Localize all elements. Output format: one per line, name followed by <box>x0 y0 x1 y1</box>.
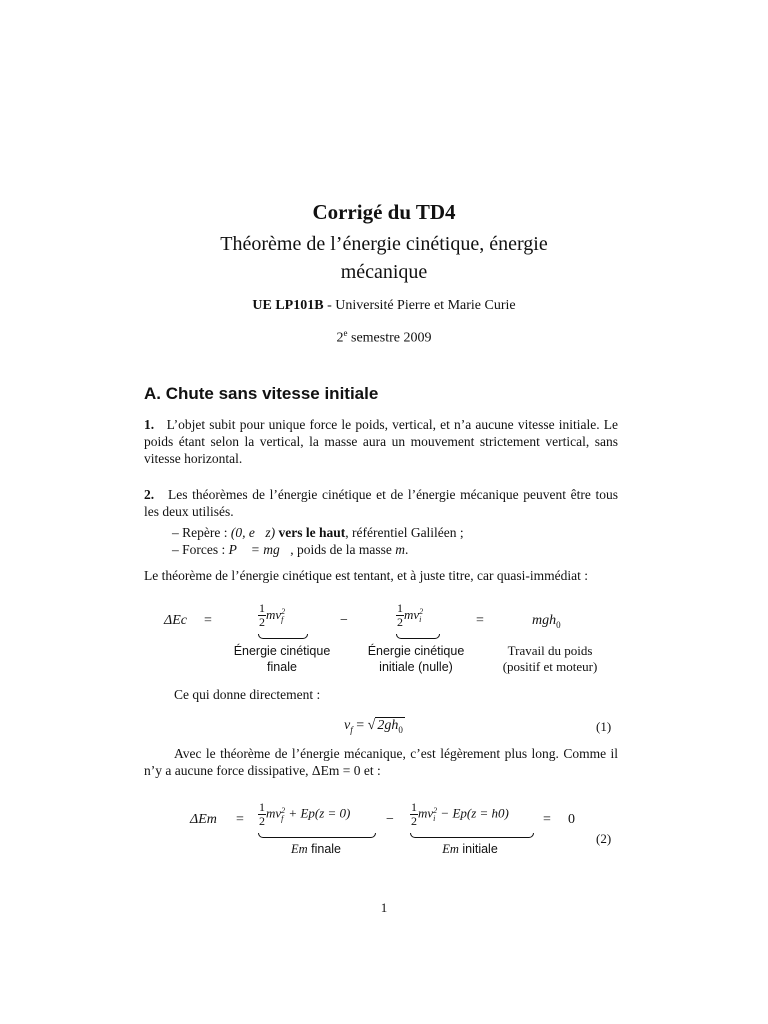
eq-a-equals-2: = <box>476 613 484 628</box>
question-2-number: 2. <box>144 487 155 502</box>
fraction-numerator: 1 <box>259 800 265 814</box>
question-2 <box>144 486 618 520</box>
eq2-term-initial <box>410 801 509 828</box>
fraction-denominator: 2 <box>411 814 417 828</box>
eq1-equals: = √ <box>352 718 376 733</box>
question-1-number: 1. <box>144 417 155 432</box>
fraction-numerator: 1 <box>397 601 403 615</box>
eq-a-term-final <box>258 602 285 629</box>
label-work <box>488 643 612 675</box>
page-title: Corrigé du TD4 <box>312 200 456 224</box>
item-2-m: m <box>395 542 405 557</box>
equation-1 <box>344 718 405 735</box>
underbrace-em-initial <box>410 833 534 838</box>
question-2-text: Les théorèmes de l’énergie cinétique et de l’énergie mécanique peuvent être tous les deux utilisés. <box>144 487 619 519</box>
eq2-term-final <box>258 801 350 828</box>
semester-superscript: e <box>343 328 348 338</box>
course-info <box>0 298 768 314</box>
label-1-line-2: finale <box>267 660 297 674</box>
page-number: 1 <box>380 900 388 915</box>
eq-a-lhs: ΔEc <box>164 613 187 628</box>
question-1 <box>144 416 618 467</box>
mechanical-paragraph: Avec le théorème de l’énergie mécanique, c’est légèrement plus long. Comme il n’y a aucune force dissipative, ΔEm = 0 et : <box>144 746 618 778</box>
underbrace-initial <box>396 634 440 639</box>
fraction-numerator: 1 <box>411 800 417 814</box>
list-item-forces <box>172 542 408 558</box>
eq2-equals: = <box>236 812 244 827</box>
fraction-denominator: 2 <box>397 615 403 629</box>
item-1-bold: vers le haut <box>275 525 346 540</box>
course-code: UE LP101B <box>252 298 324 313</box>
label-3-line-2: (positif et moteur) <box>502 659 598 674</box>
item-2-rest: , poids de la masse <box>290 542 396 557</box>
item-1-math: (0, e⃗z) <box>230 525 276 540</box>
label-final-energy <box>222 643 342 675</box>
eq-a-term1-sub: f <box>281 614 284 624</box>
eq-a-term1-sup: 2 <box>281 606 286 616</box>
eq-a-term1: mv <box>266 607 282 623</box>
eq-a-equals: = <box>204 613 212 628</box>
eq-a-rhs <box>532 613 561 630</box>
eq-a-fraction-2 <box>396 602 404 629</box>
underbrace-em-final <box>258 833 376 838</box>
eq2-lhs: ΔEm <box>190 812 217 827</box>
item-2-math: P⃗ = mg⃗ <box>228 542 291 557</box>
label-em-initial-text: initiale <box>458 842 498 856</box>
label-initial-energy <box>356 643 476 675</box>
eq-a-term-initial <box>396 602 423 629</box>
eq2-term1-sup: 2 <box>281 805 286 815</box>
fraction-denominator: 2 <box>259 814 265 828</box>
item-1-prefix: – Repère : <box>172 525 231 540</box>
eq-a-term2: mv <box>404 607 420 623</box>
label-em-initial <box>420 841 520 857</box>
eq2-term1-rest: + Ep(z = 0) <box>285 805 351 821</box>
eq1-lhs: v <box>344 718 351 733</box>
eq2-term2-rest: − Ep(z = h0) <box>437 805 509 821</box>
eq-a-rhs-main: mgh <box>532 613 557 628</box>
fraction-numerator: 1 <box>259 601 265 615</box>
label-em-final <box>266 841 366 857</box>
semester-number: 2 <box>336 330 344 346</box>
eq-a-term2-sup: 2 <box>419 606 424 616</box>
course-university: - Université Pierre et Marie Curie <box>323 298 516 313</box>
list-item-repere <box>172 525 464 541</box>
label-2-line-2: initiale (nulle) <box>379 660 453 674</box>
semester-text: semestre 2009 <box>347 330 432 346</box>
section-heading: A. Chute sans vitesse initiale <box>144 384 379 403</box>
eq2-minus: − <box>386 812 394 827</box>
eq2-fraction-1 <box>258 801 266 828</box>
intro-paragraph: Le théorème de l’énergie cinétique est tentant, et à juste titre, car quasi-immédiat : <box>144 568 588 583</box>
underbrace-final <box>258 634 308 639</box>
label-em-initial-math: Em <box>442 842 459 856</box>
equation-1-number: (1) <box>596 719 612 734</box>
semester <box>0 328 768 347</box>
eq1-rad: 2gh <box>377 718 399 733</box>
eq1-rad-sub: 0 <box>398 724 403 735</box>
label-2-line-1: Énergie cinétique <box>367 644 465 658</box>
result-intro: Ce qui donne directement : <box>174 687 321 702</box>
eq2-term2-sub: i <box>433 813 436 823</box>
eq2-equals-2: = <box>543 812 551 827</box>
item-2-prefix: – Forces : <box>172 542 229 557</box>
eq2-rhs: 0 <box>568 812 575 827</box>
equation-2-number: (2) <box>596 831 612 846</box>
label-em-final-text: finale <box>307 842 342 856</box>
question-1-text: L’objet subit pour unique force le poids, vertical, et n’a aucune vitesse initiale. Le poids étant selon la vertical, la masse aura un mouvement strictement vertical, sans vitesse horizontal. <box>144 417 618 466</box>
item-1-rest: , référentiel Galiléen ; <box>345 525 464 540</box>
eq2-term2-sup: 2 <box>433 805 438 815</box>
page-subtitle: Théorème de l’énergie cinétique, énergie mécanique <box>220 233 548 283</box>
fraction-denominator: 2 <box>259 615 265 629</box>
eq2-term1: mv <box>266 805 282 821</box>
eq2-term2: mv <box>418 805 434 821</box>
label-em-final-math: Em <box>290 842 308 856</box>
eq-a-minus: − <box>340 613 348 628</box>
item-2-end: . <box>404 542 409 557</box>
eq-a-term2-sub: i <box>419 614 422 624</box>
eq2-term1-sub: f <box>281 813 284 823</box>
label-1-line-1: Énergie cinétique <box>233 644 331 658</box>
eq1-radicand <box>375 717 405 733</box>
eq-a-fraction-1 <box>258 602 266 629</box>
eq2-fraction-2 <box>410 801 418 828</box>
label-3-line-1: Travail du poids <box>507 643 593 658</box>
eq1-lhs-sub: f <box>350 724 353 735</box>
eq-a-rhs-sub: 0 <box>556 619 561 630</box>
